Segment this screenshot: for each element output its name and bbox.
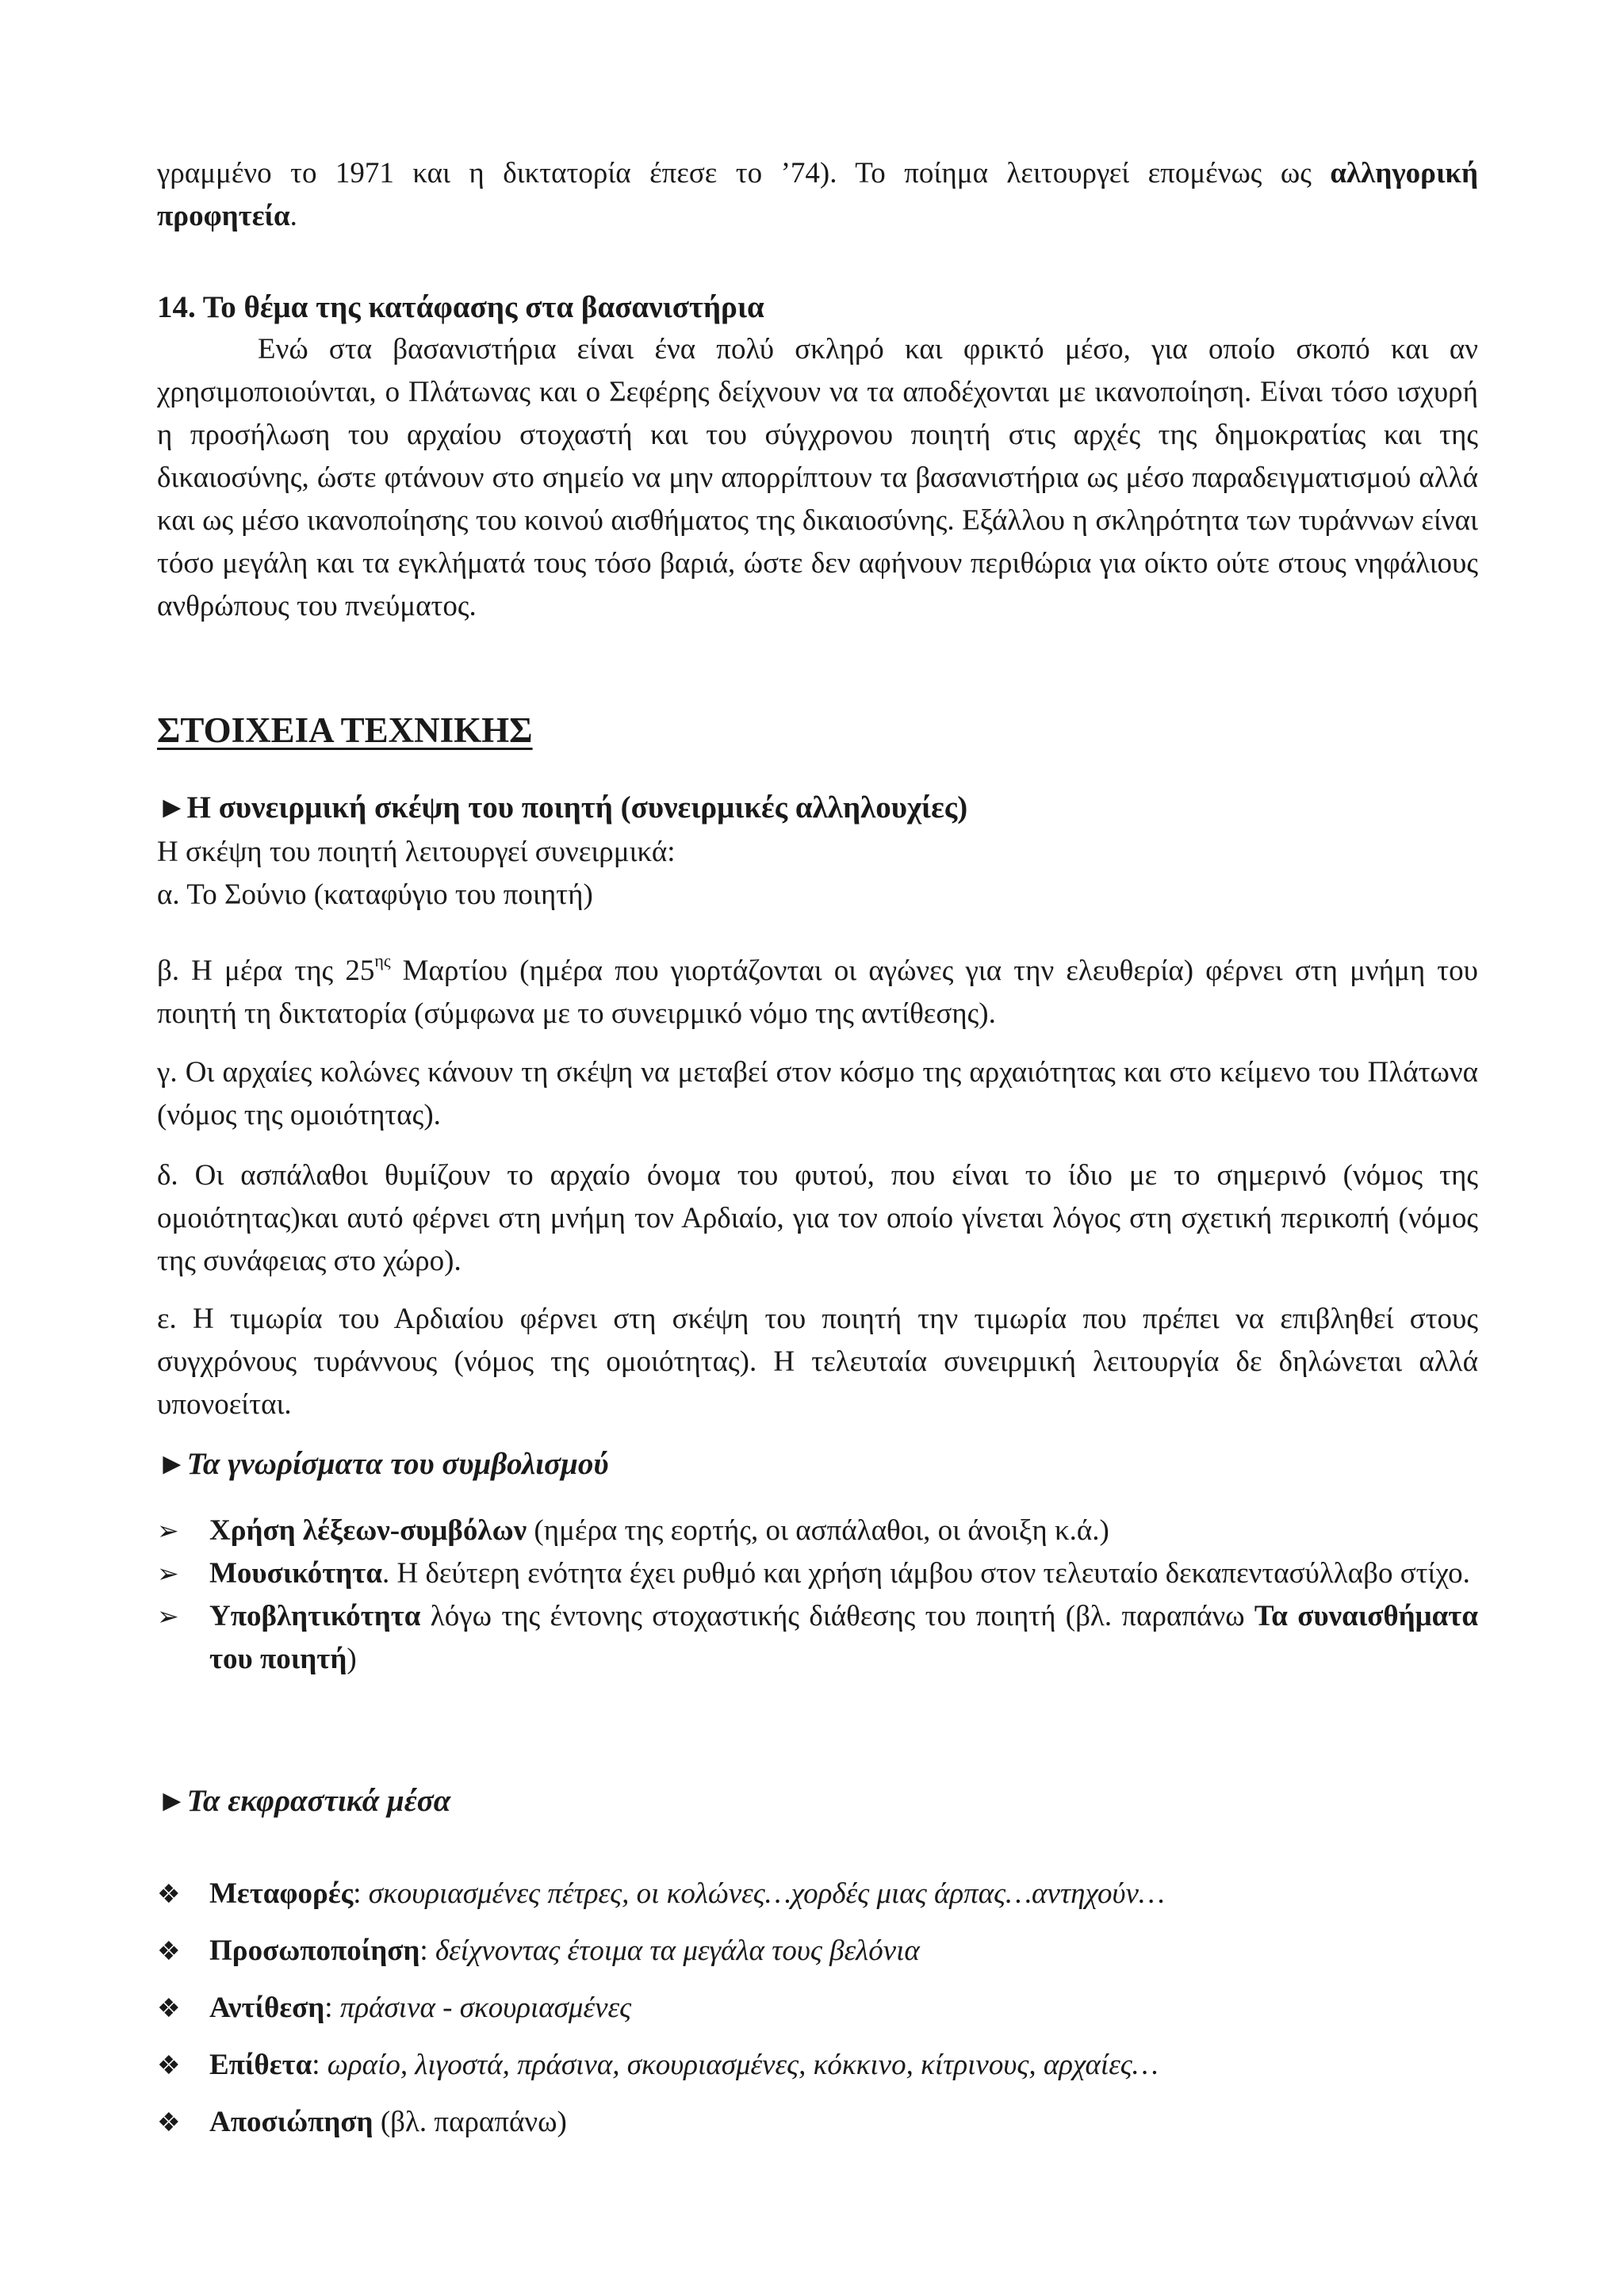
symbolism-list: [157, 1510, 1478, 1681]
item-separator: :: [312, 2049, 327, 2081]
triangle-bullet-icon: ►: [157, 1448, 187, 1481]
diamond-bullet-icon: ❖: [157, 1935, 181, 1966]
item-separator: :: [324, 1992, 340, 2024]
symbolism-heading: [157, 1443, 1478, 1486]
item-italic: πράσινα - σκουριασμένες: [339, 1992, 632, 2024]
item-text: λόγω της έντονης στοχαστικής διάθεσης του ποιητή (βλ. παραπάνω: [420, 1600, 1254, 1632]
list-item: [157, 1510, 1478, 1552]
list-item: [157, 2101, 1478, 2144]
list-item: [157, 2044, 1478, 2087]
intro-tail: .: [289, 200, 297, 232]
triangle-bullet-icon: ►: [157, 1785, 187, 1818]
list-item: [157, 1595, 1478, 1681]
associative-item-d: δ. Οι ασπάλαθοι θυμίζουν το αρχαίο όνομα του φυτού, που είναι το ίδιο με το σημερινό (νόμος της ομοιότητας)και αυτό φέρνει στη μνήμη τον Αρδιαίο, για τον οποίο γίνεται λόγος στη σχετική περικοπή (νόμος της συνάφειας στο χώρο).: [157, 1159, 1478, 1277]
diamond-bullet-icon: ❖: [157, 2107, 181, 2137]
arrowhead-bullet-icon: ➢: [157, 1515, 179, 1546]
associative-heading: [157, 786, 1478, 829]
item-text: . Η δεύτερη ενότητα έχει ρυθμό και χρήση ιάμβου στον τελευταίο δεκαπεντασύλλαβο στίχο.: [381, 1557, 1470, 1590]
item-italic: σκουριασμένες πέτρες, οι κολώνες…χορδές μιας άρπας…αντηχούν…: [368, 1877, 1165, 1910]
means-heading: [157, 1780, 1478, 1823]
list-item: [157, 1873, 1478, 1915]
item-text: (ημέρα της εορτής, οι ασπάλαθοι, οι άνοιξη κ.ά.): [527, 1514, 1109, 1547]
item-b-pre: β. Η μέρα της 25: [157, 955, 375, 987]
section-14-paragraph: Ενώ στα βασανιστήρια είναι ένα πολύ σκληρό και φρικτό μέσο, για οποίο σκοπό και αν χρησιμοποιούνται, ο Πλάτωνας και ο Σεφέρης δείχνουν να τα αποδέχονται με ικανοποίηση. Είναι τόσο ισχυρή η προσήλωση του αρχαίου στοχαστή και του σύγχρονου ποιητή στις αρχές της δημοκρατίας και της δικαιοσύνης, ώστε φτάνουν στο σημείο να μην απορρίπτουν τα βασανιστήρια ως μέσο παραδειγματισμού αλλά και ως μέσο ικανοποίησης του κοινού αισθήματος της δικαιοσύνης. Εξάλλου η σκληρότητα των τυράννων είναι τόσο μεγάλη και τα εγκλήματά τους τόσο βαριά, ώστε δεν αφήνουν περιθώρια για οίκτο ούτε στους νηφάλιους ανθρώπους του πνεύματος.: [157, 333, 1478, 622]
item-italic: ωραίο, λιγοστά, πράσινα, σκουριασμένες, κόκκινο, κίτρινους, αρχαίες…: [327, 2049, 1159, 2081]
item-bold: Μεταφορές: [209, 1877, 354, 1910]
diamond-bullet-icon: ❖: [157, 1992, 181, 2023]
list-item: [157, 1552, 1478, 1595]
item-plain: (βλ. παραπάνω): [380, 2106, 567, 2138]
item-bold: Μουσικότητα: [209, 1557, 382, 1590]
associative-item-e: ε. Η τιμωρία του Αρδιαίου φέρνει στη σκέψη του ποιητή την τιμωρία που πρέπει να επιβληθεί στους συγχρόνους τυράννους (νόμος της ομοιότητας). Η τελευταία συνειρμική λειτουργία δε δηλώνεται αλλά υπονοείται.: [157, 1303, 1478, 1421]
intro-text: γραμμένο το 1971 και η δικτατορία έπεσε το ’74). Το ποίημα λειτουργεί επομένως ως: [157, 157, 1331, 189]
item-separator: :: [419, 1934, 435, 1967]
item-b-superscript: ης: [374, 951, 391, 970]
diamond-bullet-icon: ❖: [157, 2049, 181, 2080]
item-tail: ): [347, 1643, 357, 1675]
arrowhead-bullet-icon: ➢: [157, 1558, 179, 1589]
item-bold: Επίθετα: [209, 2049, 312, 2081]
technique-title: ΣΤΟΙΧΕΙΑ ΤΕΧΝΙΚΗΣ: [157, 710, 533, 750]
list-item: [157, 1930, 1478, 1973]
intro-line-1: [157, 152, 1478, 195]
item-italic: δείχνοντας έτοιμα τα μεγάλα τους βελόνια: [435, 1934, 920, 1967]
means-heading-text: Τα εκφραστικά μέσα: [186, 1784, 451, 1818]
triangle-bullet-icon: ►: [157, 791, 187, 825]
item-bold: Προσωποποίηση: [209, 1934, 420, 1967]
diamond-bullet-icon: ❖: [157, 1878, 181, 1909]
intro-bold-allegorical: αλληγορική: [1330, 157, 1478, 189]
intro-bold-prophecy: προφητεία: [157, 200, 290, 232]
item-b-post: Μαρτίου (ημέρα που γιορτάζονται οι αγώνες για την ελευθερία) φέρνει στη μνήμη του ποιητή τη δικτατορία (σύμφωνα με το συνειρμικό νόμο της αντίθεσης).: [157, 955, 1478, 1030]
arrowhead-bullet-icon: ➢: [157, 1601, 179, 1632]
item-bold: Υποβλητικότητα: [209, 1600, 421, 1632]
symbolism-heading-text: Τα γνωρίσματα του συμβολισμού: [186, 1447, 609, 1481]
associative-item-c: γ. Οι αρχαίες κολώνες κάνουν τη σκέψη να μεταβεί στον κόσμο της αρχαιότητας και στο κείμενο του Πλάτωνα (νόμος της ομοιότητας).: [157, 1056, 1478, 1131]
means-list: [157, 1873, 1478, 2158]
item-separator: :: [353, 1877, 369, 1910]
item-separator: [373, 2106, 381, 2138]
associative-heading-text: Η συνειρμική σκέψη του ποιητή (συνειρμικές αλληλουχίες): [186, 790, 968, 825]
associative-item-b: [157, 950, 1478, 1035]
item-bold: Αντίθεση: [209, 1992, 325, 2024]
list-item: [157, 1987, 1478, 2030]
associative-intro: Η σκέψη του ποιητή λειτουργεί συνειρμικά:: [157, 836, 676, 868]
item-bold: Χρήση λέξεων-συμβόλων: [209, 1514, 527, 1547]
associative-item-a: α. Το Σούνιο (καταφύγιο του ποιητή): [157, 878, 593, 911]
item-bold: Αποσιώπηση: [209, 2106, 373, 2138]
item-bold-reference: Τα συναισθήματα του ποιητή: [209, 1600, 1478, 1675]
section-14-heading: 14. Το θέμα της κατάφασης στα βασανιστήρια: [157, 290, 764, 324]
intro-line-2: [157, 195, 1478, 238]
